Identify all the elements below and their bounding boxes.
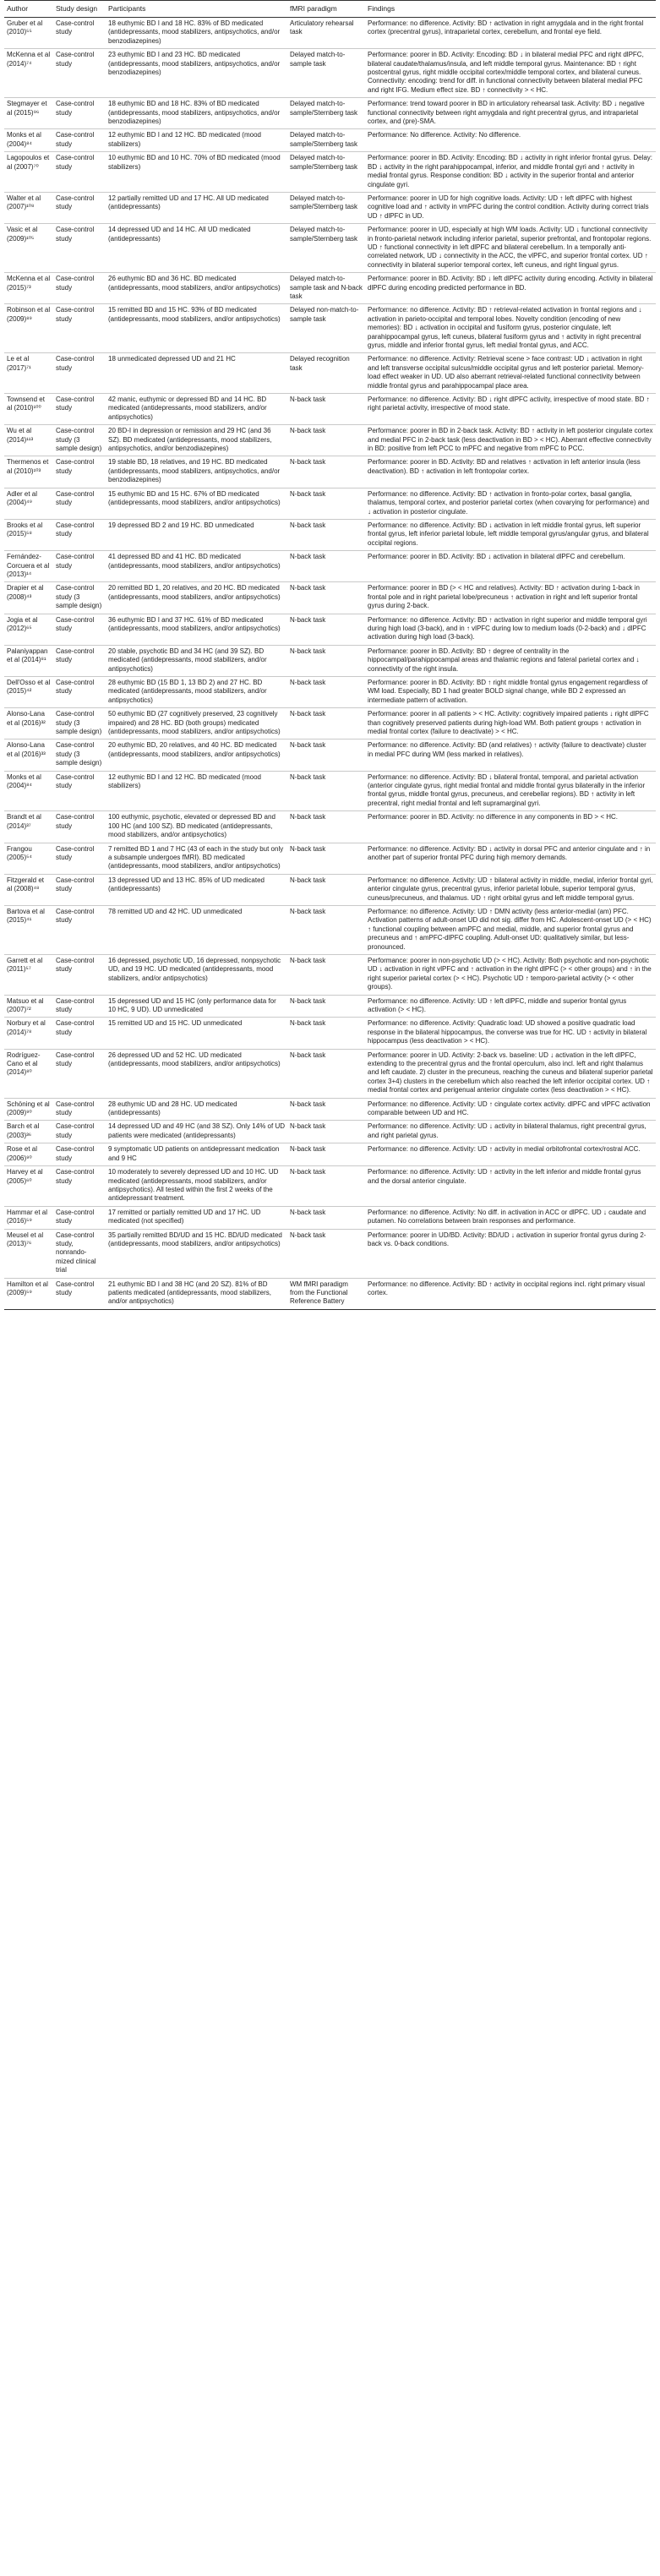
cell-participants: 23 euthymic BD I and 23 HC. BD medicated (antidepressants, mood stabilizers, antipsychotics, and/or benzodiazepines) <box>106 49 287 98</box>
cell-fmri-paradigm: N-back task <box>287 394 365 425</box>
cell-study-design: Case-control study <box>53 98 106 129</box>
cell-fmri-paradigm: N-back task <box>287 519 365 550</box>
cell-fmri-paradigm: Delayed match-to-sample/Sternberg task <box>287 129 365 152</box>
cell-author: Barch et al (2003)³⁶ <box>4 1121 53 1143</box>
cell-participants: 28 euthymic UD and 28 HC. UD medicated (antidepressants) <box>106 1098 287 1121</box>
table-row <box>4 1143 656 1166</box>
cell-findings: Performance: no difference. Activity: BD (and relatives) ↑ activity (failure to deactivate) cluster in medial PFC during WM (less marked in relatives). <box>365 740 656 771</box>
cell-study-design: Case-control study, nonrando-mized clinical trial <box>53 1229 106 1278</box>
table-row <box>4 1278 656 1309</box>
cell-participants: 18 unmedicated depressed UD and 21 HC <box>106 353 287 394</box>
table-row <box>4 1018 656 1049</box>
table-row <box>4 304 656 353</box>
header-study-design: Study design <box>53 1 106 18</box>
cell-findings: Performance: no difference. Activity: UD ↑ DMN activity (less anterior-medial (am) PFC. Activation patterns of adult-onset UD did not sig. differ from HC. Adolescent-onset UD (> < HC) ↑ functional coupling between amPFC and medial, middle, and superior frontal gyrus and precuneus and ↑ amPFC-dlPFC coupling. Adult-onset UD: qualitatively similar, but less-pronounced. <box>365 905 656 954</box>
cell-study-design: Case-control study <box>53 456 106 488</box>
cell-participants: 9 symptomatic UD patients on antidepressant medication and 9 HC <box>106 1143 287 1166</box>
cell-study-design: Case-control study <box>53 645 106 676</box>
table-row <box>4 995 656 1018</box>
cell-author: McKenna et al (2015)⁷³ <box>4 273 53 304</box>
table-row <box>4 811 656 843</box>
table-row <box>4 1121 656 1143</box>
cell-author: Harvey et al (2005)⁶⁰ <box>4 1166 53 1207</box>
cell-fmri-paradigm: N-back task <box>287 843 365 874</box>
cell-findings: Performance: no difference. Activity: UD ↑ left dlPFC, middle and superior frontal gyrus activation (> < HC). <box>365 995 656 1018</box>
cell-findings: Performance: poorer in non-psychotic UD (> < HC). Activity: Both psychotic and non-psychotic UD ↓ activation in right vlPFC and ↑ activation in the right dlPFC (> < other groups) and ↑ in the right superior parietal cortex (> < HC). Psychotic UD ↑ temporo-parietal activity (> < other groups). <box>365 954 656 995</box>
table-row <box>4 645 656 676</box>
cell-findings: Performance: poorer in UD/BD. Activity: BD/UD ↓ activation in superior frontal gyrus during 2-back vs. 0-back conditions. <box>365 1229 656 1278</box>
cell-participants: 13 depressed UD and 13 HC. 85% of UD medicated (antidepressants) <box>106 874 287 905</box>
cell-findings: Performance: no difference. Activity: Retrieval scene > face contrast: UD ↓ activation in right and left transverse occipital sulcus/middle occipital gyrus and left posterior parietal. Memory-load effect weaker in UD. UD also aberrant retrieval-related functional connectivity between middle frontal gyrus and parahippocampal place area. <box>365 353 656 394</box>
cell-participants: 18 euthymic BD I and 18 HC. 83% of BD medicated (antidepressants, mood stabilizers, antipsychotics, and/or benzodiazepines) <box>106 18 287 49</box>
cell-author: Le et al (2017)⁷¹ <box>4 353 53 394</box>
cell-study-design: Case-control study <box>53 192 106 223</box>
table-row <box>4 456 656 488</box>
cell-findings: Performance: no difference. Activity: BD ↓ bilateral frontal, temporal, and parietal activation (anterior cingulate gyrus, right medial frontal and middle frontal gyrus bilaterally in the inferior frontal gyrus, middle frontal gyrus, precuneus, and cerebellar regions). BD ↑ activity in left precentral, right medial frontal and left supramarginal gyri. <box>365 771 656 811</box>
cell-study-design: Case-control study <box>53 1098 106 1121</box>
cell-author: Vasic et al (2009)¹⁰⁵ <box>4 224 53 273</box>
table-row <box>4 488 656 519</box>
cell-study-design: Case-control study <box>53 353 106 394</box>
cell-participants: 12 euthymic BD I and 12 HC. BD medicated (mood stabilizers) <box>106 129 287 152</box>
cell-findings: Performance: No difference. Activity: No difference. <box>365 129 656 152</box>
cell-fmri-paradigm: N-back task <box>287 740 365 771</box>
cell-study-design: Case-control study <box>53 49 106 98</box>
cell-findings: Performance: no difference. Activity: No diff. in activation in ACC or dlPFC. UD ↓ caudate and putamen. No correlations between brain responses and performance. <box>365 1206 656 1229</box>
cell-participants: 78 remitted UD and 42 HC. UD unmedicated <box>106 905 287 954</box>
cell-study-design: Case-control study <box>53 1121 106 1143</box>
cell-author: Schöning et al (2009)⁹⁰ <box>4 1098 53 1121</box>
cell-fmri-paradigm: N-back task <box>287 1206 365 1229</box>
cell-study-design: Case-control study <box>53 614 106 645</box>
cell-study-design: Case-control study (3 sample design) <box>53 708 106 740</box>
cell-study-design: Case-control study <box>53 677 106 708</box>
cell-participants: 50 euthymic BD (27 cognitively preserved, 23 cognitively impaired) and 28 HC. BD (both groups) medicated (antidepressants, mood stabilizers, and/or antipsychotics) <box>106 708 287 740</box>
cell-participants: 10 moderately to severely depressed UD and 10 HC. UD medicated (antidepressants, mood stabilizers, and/or antipsychotics). All tested within the first 2 weeks of the antidepressant treatment. <box>106 1166 287 1207</box>
cell-participants: 15 depressed UD and 15 HC (only performance data for 10 HC, 9 UD). UD unmedicated <box>106 995 287 1018</box>
table-row <box>4 708 656 740</box>
cell-participants: 16 depressed, psychotic UD, 16 depressed, nonpsychotic UD, and 19 HC. UD medicated (antidepressants, mood stabilizers, and/or antipsychotics) <box>106 954 287 995</box>
cell-study-design: Case-control study <box>53 1049 106 1098</box>
cell-fmri-paradigm: N-back task <box>287 488 365 519</box>
cell-findings: Performance: poorer in UD, especially at high WM loads. Activity: UD ↓ functional connectivity in fronto-parietal network including inferior parietal, superior prefrontal, and frontopolar regions. UD ↑ functional connectivity in left dlPFC and bilateral cerebellum. In a temporally anti-correlated network, UD ↓ connectivity in the ACC, the vlPFC, and superior frontal cortex. UD ↑ connectivity in bilateral superior temporal cortex, left cuneus, and right lingual gyrus. <box>365 224 656 273</box>
cell-study-design: Case-control study <box>53 551 106 582</box>
cell-findings: Performance: poorer in BD. Activity: Encoding: BD ↓ activity in right inferior frontal gyrus. Delay: BD ↓ activity in the right parahippocampal, inferior, and middle frontal gyri and ↑ activity in medial frontal gyrus. Response condition: BD ↓ activity in the superior frontal and anterior cingulate gyri. <box>365 152 656 193</box>
cell-author: Rose et al (2006)⁹⁰ <box>4 1143 53 1166</box>
cell-fmri-paradigm: N-back task <box>287 874 365 905</box>
cell-author: Meusel et al (2013)⁷⁶ <box>4 1229 53 1278</box>
cell-findings: Performance: poorer in UD for high cognitive loads. Activity: UD ↑ left dlPFC with highest cognitive load and ↑ activity in vmPFC during the control condition. Activity during correct trials UD ↑ dlPFC in UD. <box>365 192 656 223</box>
cell-fmri-paradigm: N-back task <box>287 425 365 456</box>
table-row <box>4 152 656 193</box>
cell-author: Alonso-Lana et al (2016)³³ <box>4 740 53 771</box>
cell-study-design: Case-control study <box>53 519 106 550</box>
cell-findings: Performance: no difference. Activity: UD ↑ activity in the left inferior and middle frontal gyrus and the dorsal anterior cingulate. <box>365 1166 656 1207</box>
cell-study-design: Case-control study <box>53 843 106 874</box>
cell-fmri-paradigm: Delayed match-to-sample/Sternberg task <box>287 152 365 193</box>
cell-study-design: Case-control study (3 sample design) <box>53 582 106 614</box>
cell-study-design: Case-control study <box>53 905 106 954</box>
cell-fmri-paradigm: N-back task <box>287 1229 365 1278</box>
cell-author: Fitzgerald et al (2008)⁴⁸ <box>4 874 53 905</box>
cell-fmri-paradigm: Delayed match-to-sample task <box>287 49 365 98</box>
table-row <box>4 740 656 771</box>
cell-author: Frangou (2005)⁵⁴ <box>4 843 53 874</box>
cell-study-design: Case-control study <box>53 273 106 304</box>
cell-findings: Performance: no difference. Activity: UD ↑ activity in medial orbitofrontal cortex/rostral ACC. <box>365 1143 656 1166</box>
cell-fmri-paradigm: N-back task <box>287 614 365 645</box>
table-row <box>4 353 656 394</box>
cell-study-design: Case-control study <box>53 1278 106 1309</box>
cell-author: Matsuo et al (2007)⁷² <box>4 995 53 1018</box>
cell-participants: 20 stable, psychotic BD and 34 HC (and 39 SZ). BD medicated (antidepressants, mood stabilizers, and/or antipsychotics) <box>106 645 287 676</box>
cell-fmri-paradigm: WM fMRI paradigm from the Functional Reference Battery <box>287 1278 365 1309</box>
cell-participants: 35 partially remitted BD/UD and 15 HC. BD/UD medicated (antidepressants, mood stabilizers, and/or antipsychotics) <box>106 1229 287 1278</box>
cell-author: Jogia et al (2012)⁶⁵ <box>4 614 53 645</box>
cell-participants: 26 depressed UD and 52 HC. UD medicated (antidepressants, mood stabilizers, and/or antipsychotics) <box>106 1049 287 1098</box>
table-row <box>4 551 656 582</box>
cell-findings: Performance: poorer in BD. Activity: BD ↑ right middle frontal gyrus engagement regardless of WM load. Especially, BD 1 had greater BOLD signal change, while BD 2 expressed an intermediate pattern of activation. <box>365 677 656 708</box>
cell-study-design: Case-control study <box>53 771 106 811</box>
cell-author: Gruber et al (2010)⁵⁵ <box>4 18 53 49</box>
cell-findings: Performance: no difference. Activity: UD ↓ activity in bilateral thalamus, right precentral gyrus, and right parietal gyrus. <box>365 1121 656 1143</box>
table-row <box>4 129 656 152</box>
cell-fmri-paradigm: N-back task <box>287 551 365 582</box>
cell-findings: Performance: no difference. Activity: BD ↑ activation in right superior and middle temporal gyri during high load (3-back), and in ↑ vlPFC during low to medium loads (0-2-back) and ↓ dlPFC activation during high load (3-back). <box>365 614 656 645</box>
cell-fmri-paradigm: N-back task <box>287 708 365 740</box>
cell-findings: Performance: poorer in BD. Activity: BD and relatives ↑ activation in left anterior insula (less deactivation). BD ↑ activation in left frontopolar cortex. <box>365 456 656 488</box>
cell-findings: Performance: no difference. Activity: BD ↑ activation in fronto-polar cortex, basal ganglia, thalamus, temporal cortex, and posterior parietal cortex (when covarying for performance) and ↓ activation in posterior cingulate. <box>365 488 656 519</box>
cell-findings: Performance: no difference. Activity: Quadratic load: UD showed a positive quadratic load response in the bilateral hippocampus, the converse was true for HC. UD ↑ activity in bilateral hippocampus (less deactivation > < HC). <box>365 1018 656 1049</box>
cell-participants: 20 remitted BD 1, 20 relatives, and 20 HC. BD medicated (antidepressants, mood stabilizers, and/or antipsychotics) <box>106 582 287 614</box>
cell-findings: Performance: trend toward poorer in BD in articulatory rehearsal task. Activity: BD ↓ negative functional connectivity between right amygdala and right precentral gyrus, and intraparietal cortex, and (pre)-SMA. <box>365 98 656 129</box>
cell-author: Palaniyappan et al (2014)⁸¹ <box>4 645 53 676</box>
cell-fmri-paradigm: N-back task <box>287 1018 365 1049</box>
cell-study-design: Case-control study <box>53 995 106 1018</box>
table-row <box>4 905 656 954</box>
cell-study-design: Case-control study <box>53 1018 106 1049</box>
cell-findings: Performance: poorer in BD in 2-back task. Activity: BD ↑ activity in left posterior cingulate cortex and medial PFC in 2-back task (less deactivation in BD > < HC). Aberrant effective connectivity in BD: positive from left PCC to mPFC and negative from mPFC to PCC. <box>365 425 656 456</box>
cell-participants: 10 euthymic BD and 10 HC. 70% of BD medicated (mood stabilizers) <box>106 152 287 193</box>
cell-participants: 28 euthymic BD (15 BD 1, 13 BD 2) and 27 HC. BD medicated (antidepressants, mood stabilizers, and/or antipsychotics) <box>106 677 287 708</box>
cell-author: Rodríguez-Cano et al (2014)⁸⁰ <box>4 1049 53 1098</box>
table-row <box>4 49 656 98</box>
cell-findings: Performance: no difference. Activity: BD ↑ retrieval-related activation in frontal regions and ↓ activation in parieto-occipital and temporal lobes. Novelty condition (encoding of new memories): BD ↓ activation in occipital and fusiform gyrus, posterior cingulate, left parahippocampal gyrus, left cuneus, bilateral fusiform gyrus and ↑ activity in right precentral gyrus, middle and inferior frontal gyrus, left medial frontal gyrus, and ACC. <box>365 304 656 353</box>
table-row <box>4 98 656 129</box>
header-row <box>4 1 656 18</box>
cell-participants: 100 euthymic, psychotic, elevated or depressed BD and 100 HC (and 100 SZ). BD medicated (antidepressants, mood stabilizers, and/or antipsychotics) <box>106 811 287 843</box>
cell-findings: Performance: no difference. Activity: UD ↑ bilateral activity in middle, medial, inferior frontal gyri, anterior cingulate gyrus, precentral gyrus, inferior parietal lobule, superior temporal gyrus, cuneus/precuneus, and thalamus. UD ↑ right orbital gyrus and left middle temporal gyrus. <box>365 874 656 905</box>
cell-study-design: Case-control study <box>53 1206 106 1229</box>
table-row <box>4 582 656 614</box>
cell-fmri-paradigm: N-back task <box>287 995 365 1018</box>
cell-study-design: Case-control study <box>53 1166 106 1207</box>
cell-findings: Performance: no difference. Activity: UD ↑ cingulate cortex activity. dlPFC and vlPFC activation comparable between UD and HC. <box>365 1098 656 1121</box>
cell-participants: 12 euthymic BD I and 12 HC. BD medicated (mood stabilizers) <box>106 771 287 811</box>
cell-author: Monks et al (2004)⁸⁴ <box>4 771 53 811</box>
cell-participants: 42 manic, euthymic or depressed BD and 14 HC. BD medicated (antidepressants, mood stabilizers, and/or antipsychotics) <box>106 394 287 425</box>
cell-participants: 15 euthymic BD and 15 HC. 67% of BD medicated (antidepressants, mood stabilizers, and/or antipsychotics) <box>106 488 287 519</box>
cell-study-design: Case-control study <box>53 18 106 49</box>
cell-fmri-paradigm: Delayed match-to-sample task and N-back task <box>287 273 365 304</box>
cell-fmri-paradigm: Delayed match-to-sample/Sternberg task <box>287 98 365 129</box>
cell-fmri-paradigm: N-back task <box>287 1143 365 1166</box>
cell-findings: Performance: poorer in BD (> < HC and relatives). Activity: BD ↑ activation during 1-back in frontal pole and in right parietal lobe/precuneus ↑ activation in right and left superior frontal gyrus during 2-back. <box>365 582 656 614</box>
cell-fmri-paradigm: N-back task <box>287 1049 365 1098</box>
cell-author: Drapier et al (2008)⁴³ <box>4 582 53 614</box>
table-row <box>4 273 656 304</box>
cell-participants: 41 depressed BD and 41 HC. BD medicated (antidepressants, mood stabilizers, and/or antipsychotics) <box>106 551 287 582</box>
cell-author: Fernández-Corcuera et al (2013)¹⁴ <box>4 551 53 582</box>
cell-author: Bartova et al (2015)⁴¹ <box>4 905 53 954</box>
cell-author: Wu et al (2014)¹¹³ <box>4 425 53 456</box>
cell-author: Thermenos et al (2010)¹⁰³ <box>4 456 53 488</box>
cell-findings: Performance: poorer in BD. Activity: BD ↓ activation in bilateral dlPFC and cerebellum. <box>365 551 656 582</box>
cell-participants: 14 depressed UD and 14 HC. All UD medicated (antidepressants) <box>106 224 287 273</box>
cell-study-design: Case-control study (3 sample design) <box>53 425 106 456</box>
cell-fmri-paradigm: N-back task <box>287 1121 365 1143</box>
cell-fmri-paradigm: Delayed non-match-to-sample task <box>287 304 365 353</box>
table-row <box>4 614 656 645</box>
cell-fmri-paradigm: Articulatory rehearsal task <box>287 18 365 49</box>
cell-findings: Performance: no difference. Activity: BD ↓ right dlPFC activity, irrespective of mood state. BD ↑ right parietal activity, irrespective of mood state. <box>365 394 656 425</box>
header-fmri-paradigm: fMRI paradigm <box>287 1 365 18</box>
cell-author: Robinson et al (2009)⁸⁹ <box>4 304 53 353</box>
table-row <box>4 425 656 456</box>
cell-fmri-paradigm: N-back task <box>287 1098 365 1121</box>
cell-participants: 20 euthymic BD, 20 relatives, and 40 HC. BD medicated (antidepressants, mood stabilizers, and/or antipsychotics) <box>106 740 287 771</box>
table-row <box>4 771 656 811</box>
table-row <box>4 224 656 273</box>
cell-author: Walter et al (2007)¹⁰⁸ <box>4 192 53 223</box>
cell-author: Norbury et al (2014)⁷⁸ <box>4 1018 53 1049</box>
table-body <box>4 18 656 1310</box>
cell-study-design: Case-control study <box>53 224 106 273</box>
table-row <box>4 677 656 708</box>
cell-participants: 7 remitted BD 1 and 7 HC (43 of each in the study but only a subsample undergoes fMRI). BD medicated (antidepressants, mood stabilizers, and/or antipsychotics) <box>106 843 287 874</box>
cell-author: Hammar et al (2016)⁵⁹ <box>4 1206 53 1229</box>
cell-study-design: Case-control study <box>53 304 106 353</box>
cell-findings: Performance: no difference. Activity: BD ↑ activity in occipital regions incl. right primary visual cortex. <box>365 1278 656 1309</box>
table-row <box>4 1049 656 1098</box>
cell-fmri-paradigm: Delayed match-to-sample/Sternberg task <box>287 192 365 223</box>
cell-fmri-paradigm: N-back task <box>287 954 365 995</box>
cell-findings: Performance: poorer in BD. Activity: Encoding: BD ↓ in bilateral medial PFC and right dlPFC, bilateral caudate/thalamus/insula, and left middle temporal gyrus. Maintenance: BD ↑ right postcentral gyrus, right middle occipital cortex/middle temporal cortex, and bilateral cuneus. Connectivity: encoding: trend for diff. in functional connectivity between bilateral medial PFC and right IFG. Medium effect size. BD ↑ connectivity > < HC. <box>365 49 656 98</box>
cell-study-design: Case-control study <box>53 954 106 995</box>
cell-participants: 15 remitted UD and 15 HC. UD unmedicated <box>106 1018 287 1049</box>
cell-findings: Performance: poorer in BD. Activity: BD ↑ degree of centrality in the hippocampal/parahippocampal areas and thalamic regions and fateral parietal cortex and ↓ connectivity of the right insula. <box>365 645 656 676</box>
cell-participants: 17 remitted or partially remitted UD and 17 HC. UD medicated (not specified) <box>106 1206 287 1229</box>
cell-author: Hamilton et al (2009)⁵⁹ <box>4 1278 53 1309</box>
cell-fmri-paradigm: N-back task <box>287 645 365 676</box>
cell-fmri-paradigm: N-back task <box>287 905 365 954</box>
cell-fmri-paradigm: N-back task <box>287 582 365 614</box>
cell-study-design: Case-control study (3 sample design) <box>53 740 106 771</box>
cell-participants: 19 depressed BD 2 and 19 HC. BD unmedicated <box>106 519 287 550</box>
table-row <box>4 874 656 905</box>
cell-findings: Performance: no difference. Activity: BD ↓ activity in dorsal PFC and anterior cingulate and ↑ in another part of superior frontal PFC during high memory demands. <box>365 843 656 874</box>
table-row <box>4 394 656 425</box>
cell-author: Dell'Osso et al (2015)⁴² <box>4 677 53 708</box>
cell-findings: Performance: poorer in BD. Activity: BD ↓ left dlPFC activity during encoding. Activity in bilateral dlPFC during encoding predicted performance in BD. <box>365 273 656 304</box>
cell-study-design: Case-control study <box>53 874 106 905</box>
cell-fmri-paradigm: N-back task <box>287 811 365 843</box>
wm-fmri-studies-table <box>4 0 656 1310</box>
table-row <box>4 1166 656 1207</box>
cell-author: Townsend et al (2010)¹⁰⁰ <box>4 394 53 425</box>
cell-author: Brandt et al (2014)³⁷ <box>4 811 53 843</box>
cell-study-design: Case-control study <box>53 1143 106 1166</box>
cell-participants: 19 stable BD, 18 relatives, and 19 HC. BD medicated (antidepressants, mood stabilizers, antipsychotics, and/or benzodiazepines) <box>106 456 287 488</box>
cell-author: Alonso-Lana et al (2016)³² <box>4 708 53 740</box>
table-row <box>4 18 656 49</box>
cell-fmri-paradigm: Delayed recognition task <box>287 353 365 394</box>
cell-fmri-paradigm: Delayed match-to-sample/Sternberg task <box>287 224 365 273</box>
cell-findings: Performance: no difference. Activity: BD ↑ activation in right amygdala and in the right frontal cortex (precentral gyrus), intraparietal cortex, cerebellum, and frontal eye field. <box>365 18 656 49</box>
cell-participants: 18 euthymic BD and 18 HC. 83% of BD medicated (antidepressants, mood stabilizers, antipsychotics, and/or benzodiazepines) <box>106 98 287 129</box>
cell-fmri-paradigm: N-back task <box>287 771 365 811</box>
table-row <box>4 1206 656 1229</box>
cell-fmri-paradigm: N-back task <box>287 1166 365 1207</box>
cell-study-design: Case-control study <box>53 488 106 519</box>
header-findings: Findings <box>365 1 656 18</box>
cell-study-design: Case-control study <box>53 811 106 843</box>
cell-participants: 36 euthymic BD I and 37 HC. 61% of BD medicated (antidepressants, mood stabilizers, and/or antipsychotics) <box>106 614 287 645</box>
cell-author: Adler et al (2004)⁴⁹ <box>4 488 53 519</box>
header-author: Author <box>4 1 53 18</box>
header-participants: Participants <box>106 1 287 18</box>
table-row <box>4 954 656 995</box>
cell-author: Stegmayer et al (2015)⁹⁶ <box>4 98 53 129</box>
cell-study-design: Case-control study <box>53 129 106 152</box>
cell-author: Lagopoulos et al (2007)⁷⁰ <box>4 152 53 193</box>
cell-participants: 26 euthymic BD and 36 HC. BD medicated (antidepressants, mood stabilizers, and/or antipsychotics) <box>106 273 287 304</box>
cell-author: McKenna et al (2014)⁷⁴ <box>4 49 53 98</box>
table-row <box>4 1098 656 1121</box>
table-row <box>4 843 656 874</box>
cell-participants: 12 partially remitted UD and 17 HC. All UD medicated (antidepressants) <box>106 192 287 223</box>
cell-participants: 14 depressed UD and 49 HC (and 38 SZ). Only 14% of UD patients were medicated (antidepressants) <box>106 1121 287 1143</box>
cell-participants: 15 remitted BD and 15 HC. 93% of BD medicated (antidepressants, mood stabilizers, and/or antipsychotics) <box>106 304 287 353</box>
table-row <box>4 1229 656 1278</box>
cell-findings: Performance: no difference. Activity: BD ↓ activation in left middle frontal gyrus, left superior frontal gyrus, left inferior parietal lobule, left middle temporal gyrus/angular gyrus, and bilateral occipital regions. <box>365 519 656 550</box>
table-row <box>4 192 656 223</box>
cell-author: Brooks et al (2015)⁵⁸ <box>4 519 53 550</box>
cell-fmri-paradigm: N-back task <box>287 677 365 708</box>
cell-study-design: Case-control study <box>53 152 106 193</box>
cell-findings: Performance: poorer in UD. Activity: 2-back vs. baseline: UD ↓ activation in the left dlPFC, extending to the precentral gyrus and the frontal operculum, also incl. left and right thalamus and left caudate. 2) cluster in the precuneus, reaching the cuneus and bilateral superior parietal cortex 3+4) clusters in the cerebellum which also reached the left inferior occipital cortex. UD ↑ medial frontal cortex and perigenual anterior cingulate cortex (less deactivation > < HC). <box>365 1049 656 1098</box>
cell-participants: 21 euthymic BD I and 38 HC (and 20 SZ). 81% of BD patients medicated (antidepressants, mood stabilizers, and/or antipsychotics) <box>106 1278 287 1309</box>
cell-study-design: Case-control study <box>53 394 106 425</box>
cell-findings: Performance: poorer in BD. Activity: no difference in any components in BD > < HC. <box>365 811 656 843</box>
cell-author: Monks et al (2004)⁸⁴ <box>4 129 53 152</box>
cell-fmri-paradigm: N-back task <box>287 456 365 488</box>
cell-participants: 20 BD-I in depression or remission and 29 HC (and 36 SZ). BD medicated (antidepressants, mood stabilizers, antipsychotics, and/or benzodiazepines) <box>106 425 287 456</box>
table-row <box>4 519 656 550</box>
table-header <box>4 1 656 18</box>
cell-author: Garrett et al (2011)⁵⁷ <box>4 954 53 995</box>
cell-findings: Performance: poorer in all patients > < HC. Activity: cognitively impaired patients ↓ right dlPFC than cognitively preserved patients during high-load WM. Both patient groups ↑ activation in medial frontal cortex (failure to deactivate) > < HC. <box>365 708 656 740</box>
